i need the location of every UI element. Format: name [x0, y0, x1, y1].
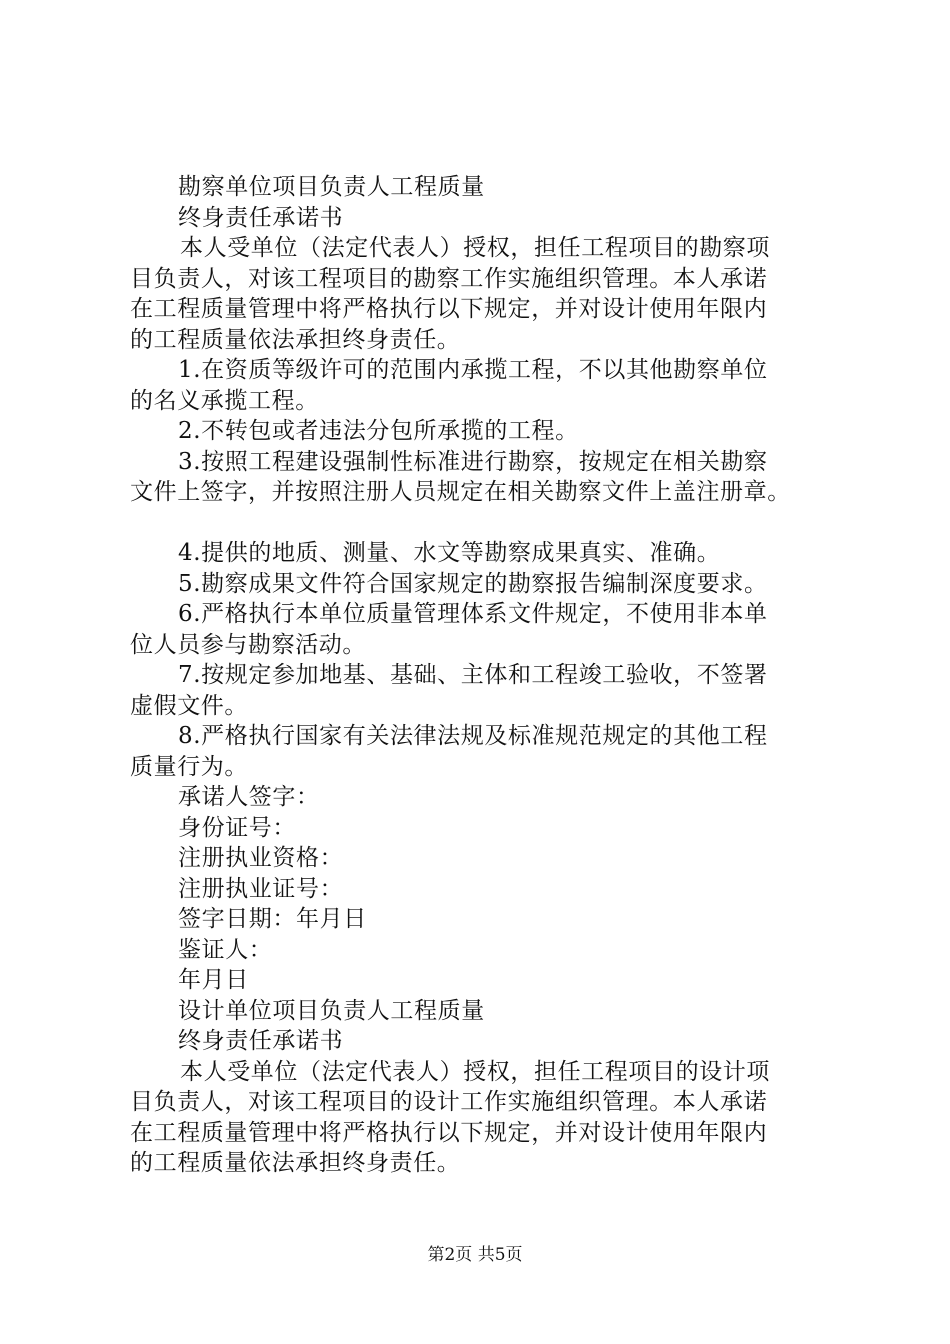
paragraph-line: 的工程质量依法承担终身责任。	[130, 326, 461, 353]
list-item-1-cont: 的名义承揽工程。	[130, 387, 319, 414]
section-subtitle-survey: 终身责任承诺书	[178, 204, 344, 231]
signature-label: 承诺人签字：	[178, 784, 320, 810]
paragraph-line: 本人受单位（法定代表人）授权，担任工程项目的勘察项	[180, 235, 770, 261]
sign-date-label: 签字日期：年月日	[178, 906, 367, 932]
page-number: 第2页 共5页	[427, 1245, 523, 1265]
section-title-design: 设计单位项目负责人工程质量	[178, 997, 485, 1024]
list-item-3: 3.按照工程建设强制性标准进行勘察，按规定在相关勘察	[178, 448, 768, 475]
list-item-1: 1.在资质等级许可的范围内承揽工程，不以其他勘察单位	[178, 357, 768, 383]
paragraph-line: 目负责人，对该工程项目的勘察工作实施组织管理。本人承诺	[130, 265, 768, 292]
list-item-2: 2.不转包或者违法分包所承揽的工程。	[178, 418, 579, 444]
paragraph-line: 的工程质量依法承担终身责任。	[130, 1150, 461, 1176]
list-item-3-cont: 文件上签字，并按照注册人员规定在相关勘察文件上盖注册章。	[130, 479, 791, 505]
paragraph-line: 本人受单位（法定代表人）授权，担任工程项目的设计项	[180, 1058, 770, 1085]
list-item-7: 7.按规定参加地基、基础、主体和工程竣工验收，不签署	[178, 662, 768, 688]
section-title-survey: 勘察单位项目负责人工程质量	[178, 174, 485, 200]
witness-date-label: 年月日	[178, 967, 249, 993]
qualification-label: 注册执业资格：	[178, 845, 344, 871]
id-number-label: 身份证号：	[178, 814, 296, 841]
paragraph-line: 目负责人，对该工程项目的设计工作实施组织管理。本人承诺	[130, 1089, 768, 1115]
list-item-8-cont: 质量行为。	[130, 753, 248, 780]
list-item-4: 4.提供的地质、测量、水文等勘察成果真实、准确。	[178, 540, 721, 566]
section-subtitle-design: 终身责任承诺书	[178, 1028, 344, 1054]
list-item-7-cont: 虚假文件。	[130, 692, 248, 719]
document-body	[130, 172, 840, 1179]
paragraph-line: 在工程质量管理中将严格执行以下规定，并对设计使用年限内	[130, 1119, 768, 1146]
list-item-6-cont: 位人员参与勘察活动。	[130, 631, 366, 658]
blank-line	[130, 508, 840, 539]
paragraph-line: 在工程质量管理中将严格执行以下规定，并对设计使用年限内	[130, 296, 768, 322]
list-item-5: 5.勘察成果文件符合国家规定的勘察报告编制深度要求。	[178, 570, 768, 597]
witness-label: 鉴证人：	[178, 936, 273, 963]
certificate-number-label: 注册执业证号：	[178, 875, 344, 902]
list-item-6: 6.严格执行本单位质量管理体系文件规定，不使用非本单	[178, 601, 768, 627]
list-item-8: 8.严格执行国家有关法律法规及标准规范规定的其他工程	[178, 723, 768, 749]
